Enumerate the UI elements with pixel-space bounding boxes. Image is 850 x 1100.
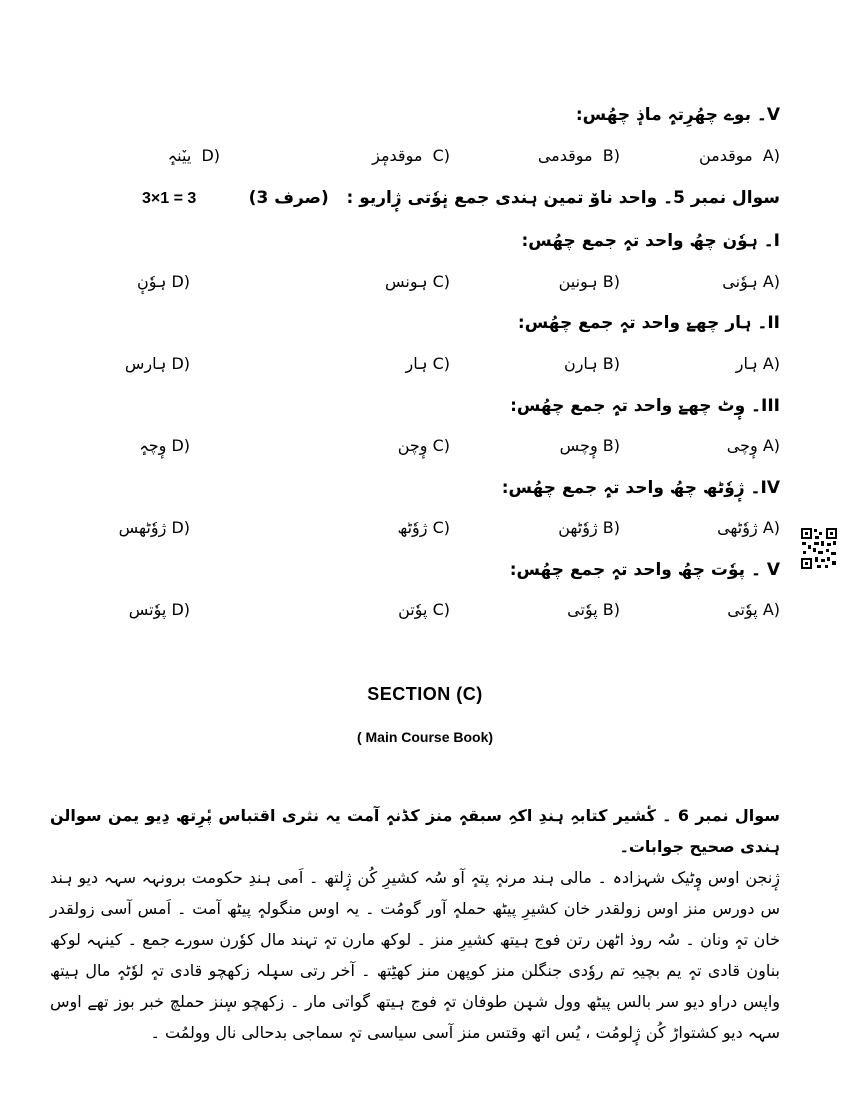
option-c: C) ہار (405, 354, 450, 373)
option-a: A) ژوٗٹھی (717, 518, 780, 537)
question-6-passage: ژٕنجن اوس وٕٹیک شہزادہ ۔ مالی ہند مرنہٕ پتہٕ آو سُہ کشیرِ کُن ژٕلتھ ۔ اَمی ہندِ حکومت برونہہ سہہ دیو ہند س دورس منز اوس زولقدر خان کشیرِ پیٹھ حملہٕ آور گومُت ۔ یہ اوس منگولہٕ پیٹھ آمت ۔ اَمس آسی زولقدر خان تہٕ ونان ۔ سُہ روذ اٹھن رتن فوج ہیتھ کشیرِ منز ۔ لوکھ مارن تہٕ تہند مال کوٗرن سورے جمع ۔ کینہہ لوکھ بناون قادی تہٕ یم بچیہِ تم روٗدی جنگلن منز کوپھن منز کھٹِتھ ۔ آخر رتی سیٖلہ زکھچو قادی تہٕ لوٗٹہٕ مال ہیتھ واپس دراو دیو سر بالس پیٹھ وول شیٖن طوفان تہٕ فوج ہیتھ گواتی مار ۔ زکھچو سٕنز حملچ خبر بوز تھے اوس سہہ دیو کشتواڑ کُن ژٕلومُت ، یُس اتھ وقتس منز آسی سیاسی تہٕ سماجی بدحالی نال وولمُت ۔ (50, 868, 780, 1042)
option-a: A) پوٗتی (727, 600, 780, 619)
sub-question-5-heading: V ۔ پوٗت چھُ واحد تہٕ جمع چھُس: (509, 560, 780, 580)
section-title: SECTION (C) (367, 684, 483, 704)
question-5-note: (صرف 3) (248, 188, 329, 208)
option-d: D) وٕچہٕ (139, 436, 190, 455)
option-b: B) ژوٗٹھن (558, 518, 620, 537)
question-v-heading: V۔ بوے چھُرِتہٕ ماذٕ چھُس: (575, 105, 780, 125)
question-5-title: سوال نمبر 5۔ واحد ناوٚ تمین ہندی جمع نٕوٗتی ژٕاریو : (صرف 3) (248, 188, 780, 208)
question-6-title: سوال نمبر 6 ۔ کٔشیر کتابہِ ہندِ اکہِ سبقہٕ منز کڈنہٕ آمت یہ نثری اقتباس پٔرِتھ دِیو یمن سوالن ہندی صحیح جوابات۔ (50, 806, 780, 856)
option-b: B) موقدمی (537, 146, 620, 165)
sub-question-2-heading: II۔ ہار چھےٚ واحد تہٕ جمع چھُس: (517, 313, 780, 333)
option-b: B) ہونین (558, 272, 620, 291)
qr-code-icon (800, 527, 838, 570)
option-b: B) پوٗتی (567, 600, 620, 619)
option-b: B) ہارن (563, 354, 620, 373)
sub-question-4-heading: IV۔ ژٕوٗٹھ چھُ واحد تہٕ جمع چھُس: (501, 478, 780, 498)
option-a: A) ہوٗنی (722, 272, 780, 291)
sub-question-1-heading: I۔ ہوٗن چھُ واحد تہٕ جمع چھُس: (521, 231, 780, 251)
option-c: C) موقدمٕز (372, 146, 450, 165)
question-5-marks: 3×1 = 3 (142, 190, 197, 207)
option-c: C) پوٗتن (398, 600, 450, 619)
option-d: D) پوٗتس (128, 600, 190, 619)
option-a: A) وٕچی (726, 436, 780, 455)
option-b: B) وٕچس (559, 436, 620, 455)
option-d: D) ژوٗٹھس (118, 518, 190, 537)
option-a: A) موقدمن (699, 146, 780, 165)
sub-question-3-heading: III۔ وٕٹ چھےٚ واحد تہٕ جمع چھُس: (510, 396, 780, 416)
option-c: C) ژوٗٹھ (397, 518, 450, 537)
option-d: D) ییٚنہٕ (167, 146, 220, 165)
question-6-block (50, 800, 780, 1048)
option-a: A) ہار (735, 354, 780, 373)
section-subtitle: ( Main Course Book) (356, 729, 494, 745)
option-c: C) وٕچن (397, 436, 450, 455)
option-c: C) ہونس (384, 272, 450, 291)
option-d: D) ہارس (124, 354, 190, 373)
option-d: D) ہوٗنٕ (136, 272, 190, 291)
